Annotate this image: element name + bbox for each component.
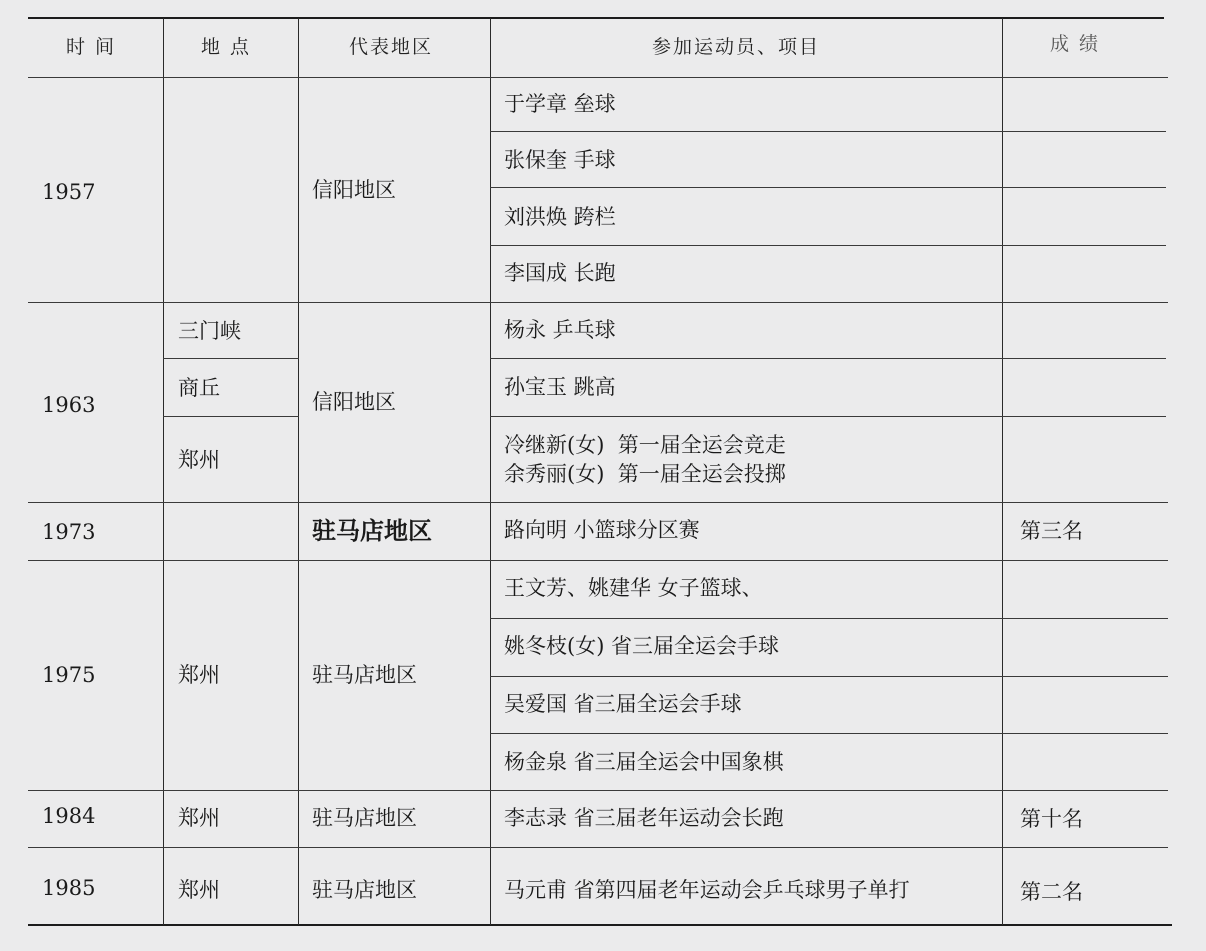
entry-cell: 张保奎 手球 [504,148,616,172]
entry-divider [490,131,1166,132]
place-divider [163,416,299,417]
place-cell: 郑州 [178,806,220,830]
region-cell: 信阳地区 [312,390,396,414]
entry-cell: 孙宝玉 跳高 [504,375,616,399]
header-rule [28,77,1168,78]
entry-cell: 路向明 小篮球分区赛 [504,518,700,542]
entry-divider [490,733,1168,734]
header-region: 代表地区 [349,36,434,58]
region-cell: 驻马店地区 [312,516,432,545]
entry-cell: 杨永 乒乓球 [504,318,616,342]
entry-divider [490,618,1168,619]
entry-cell: 李志录 省三届老年运动会长跑 [504,806,784,830]
place-cell: 郑州 [178,878,220,902]
entry-cell: 于学章 垒球 [504,92,616,116]
column-divider [298,18,299,925]
column-divider [490,18,491,925]
entry-cell: 李国成 长跑 [504,261,616,285]
entry-cell: 刘洪焕 跨栏 [504,205,616,229]
year-cell: 1975 [42,663,96,687]
place-cell: 郑州 [178,663,220,687]
row-divider [28,847,1168,848]
header-result: 成 绩 [1050,33,1101,55]
entry-cell: 吴爱国 省三届全运会手球 [504,692,742,716]
table-top-rule [28,17,1164,19]
entry-divider [490,187,1166,188]
place-divider [163,358,299,359]
row-divider [28,560,1168,561]
place-cell: 郑州 [178,448,220,472]
column-divider [1002,18,1003,925]
entry-divider [490,416,1166,417]
place-cell: 商丘 [178,376,220,400]
entry-divider [490,358,1166,359]
result-cell: 第二名 [1020,880,1083,904]
region-cell: 驻马店地区 [312,806,417,830]
region-cell: 驻马店地区 [312,663,417,687]
year-cell: 1984 [42,804,96,828]
entry-cell: 姚冬枝(女) 省三届全运会手球 [504,634,780,658]
column-divider [163,18,164,925]
header-athletes: 参加运动员、项目 [652,36,821,58]
region-cell: 驻马店地区 [312,878,417,902]
entry-cell: 杨金泉 省三届全运会中国象棋 [504,750,784,774]
header-time: 时 间 [66,36,117,58]
row-divider [28,302,1168,303]
year-cell: 1985 [42,876,96,900]
entry-divider [490,245,1166,246]
row-divider [28,790,1168,791]
entry-divider [490,676,1168,677]
row-divider [28,502,1168,503]
year-cell: 1963 [42,393,96,417]
entry-cell: 王文芳、姚建华 女子篮球、 [504,576,763,600]
result-cell: 第十名 [1020,807,1083,831]
region-cell: 信阳地区 [312,178,396,202]
year-cell: 1957 [42,180,96,204]
year-cell: 1973 [42,520,96,544]
place-cell: 三门峡 [178,319,241,343]
header-place: 地 点 [201,36,252,58]
table-bottom-rule [28,924,1172,926]
result-cell: 第三名 [1020,519,1083,543]
entry-cell: 冷继新(女) 第一届全运会竞走 余秀丽(女) 第一届全运会投掷 [504,433,786,486]
entry-cell: 马元甫 省第四届老年运动会乒乓球男子单打 [504,878,910,902]
